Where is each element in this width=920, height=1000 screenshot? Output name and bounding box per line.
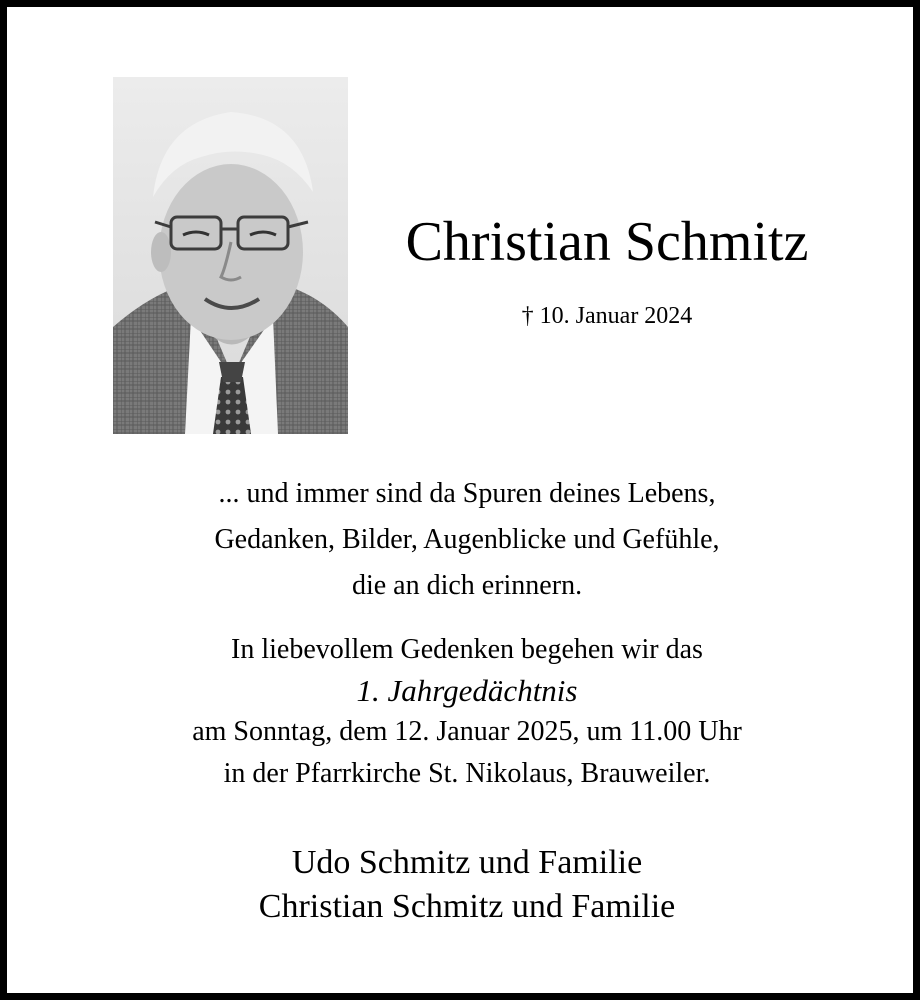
service-datetime: am Sonntag, dem 12. Januar 2025, um 11.00 Uhr: [192, 716, 742, 747]
dagger-icon: †: [521, 303, 534, 329]
signer-line: Christian Schmitz und Familie: [258, 888, 676, 925]
verse-line: ... und immer sind da Spuren deines Lebens,: [218, 478, 716, 509]
deceased-name: Christian Schmitz: [405, 211, 809, 273]
signers: [7, 841, 920, 929]
portrait-image: [113, 77, 348, 434]
death-date: 10. Januar 2024: [539, 303, 693, 329]
memorial-verse: [7, 471, 920, 609]
death-date-line: [352, 299, 862, 333]
anniversary-title: 1. Jahrgedächtnis: [356, 673, 578, 708]
verse-line: die an dich erinnern.: [351, 570, 583, 601]
portrait-photo: [113, 77, 348, 434]
service-location: in der Pfarrkirche St. Nikolaus, Brauweiler.: [223, 758, 711, 789]
memorial-invitation: [7, 629, 920, 795]
verse-line: Gedanken, Bilder, Augenblicke und Gefühle,: [214, 524, 720, 555]
invitation-intro: In liebevollem Gedenken begehen wir das: [231, 634, 703, 665]
signer-line: Udo Schmitz und Familie: [291, 844, 643, 881]
